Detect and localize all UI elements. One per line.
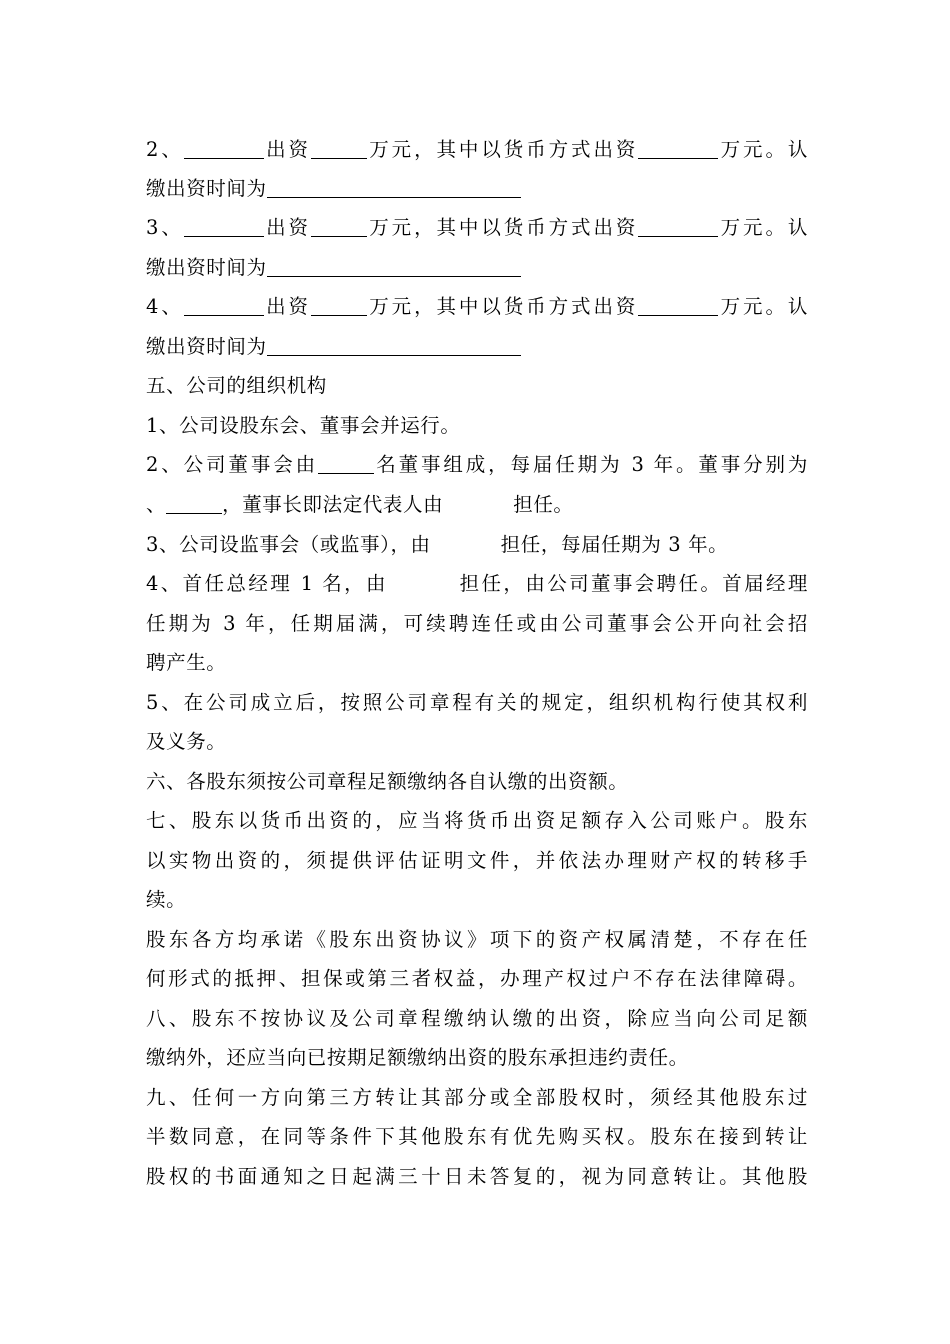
text: 万元。认 (718, 138, 808, 161)
section-9-line1: 九、任何一方向第三方转让其部分或全部股权时，须经其他股东过 (146, 1086, 808, 1109)
text: ，董事长即法定代表人由 (222, 493, 444, 516)
text: 出资 (263, 138, 311, 161)
item-number: 3、 (146, 216, 184, 239)
blank-field (311, 294, 367, 316)
text: 2、公司董事会由 (146, 453, 318, 476)
text: 4、首任总经理 1 名，由 (146, 572, 388, 595)
capital-item-4-line2 (146, 332, 521, 362)
text: 缴出资时间为 (146, 256, 267, 279)
section-5-item-2-line2 (146, 490, 574, 520)
blank-field (166, 492, 222, 514)
text: 担任，由公司董事会聘任。首届经理 (457, 572, 808, 595)
blank-field (318, 452, 374, 474)
capital-item-3-line1 (146, 213, 808, 243)
text: 名董事组成，每届任期为 3 年。董事分别为 (373, 453, 808, 476)
section-9-line2: 半数同意，在同等条件下其他股东有优先购买权。股东在接到转让 (146, 1125, 808, 1148)
blank-field (311, 215, 367, 237)
text: 出资 (263, 295, 311, 318)
section-7-line2: 以实物出资的，须提供评估证明文件，并依法办理财产权的转移手 (146, 849, 808, 872)
capital-item-4-line1 (146, 292, 808, 322)
blank-field (267, 255, 521, 277)
blank-field (267, 176, 521, 198)
section-5-item-5-line2: 及义务。 (146, 730, 227, 753)
blank-field (267, 334, 521, 356)
section-8-line2: 缴纳外，还应当向已按期足额缴纳出资的股东承担违约责任。 (146, 1046, 689, 1069)
blank-field (184, 215, 264, 237)
capital-item-3-line2 (146, 253, 521, 283)
section-8-line1: 八、股东不按协议及公司章程缴纳认缴的出资，除应当向公司足额 (146, 1007, 808, 1030)
text: 担任。 (513, 493, 574, 516)
section-5-title: 五、公司的组织机构 (146, 374, 327, 397)
capital-item-2-line2 (146, 174, 521, 204)
section-7-line1: 七、股东以货币出资的，应当将货币出资足额存入公司账户。股东 (146, 809, 808, 832)
section-5-item-3 (146, 530, 728, 560)
blank-field (638, 137, 718, 159)
item-number: 2、 (146, 138, 184, 161)
section-5-item-4-line1 (146, 569, 808, 599)
text: 万元，其中以货币方式出资 (366, 138, 639, 161)
section-7-line4: 股东各方均承诺《股东出资协议》项下的资产权属清楚，不存在任 (146, 928, 808, 951)
text: 缴出资时间为 (146, 177, 267, 200)
section-5-item-5-line1: 5、在公司成立后，按照公司章程有关的规定，组织机构行使其权利 (146, 691, 808, 714)
capital-item-2-line1 (146, 135, 808, 165)
blank-field (184, 294, 264, 316)
blank-field (638, 294, 718, 316)
text: 万元。认 (718, 295, 808, 318)
text: 出资 (263, 216, 311, 239)
section-5-item-4-line2: 任期为 3 年，任期届满，可续聘连任或由公司董事会公开向社会招 (146, 612, 808, 635)
text: 3、公司设监事会（或监事），由 (146, 533, 431, 556)
text: 、 (146, 493, 167, 516)
text: 万元。认 (718, 216, 808, 239)
text: 万元，其中以货币方式出资 (366, 295, 639, 318)
section-7-line5: 何形式的抵押、担保或第三者权益，办理产权过户不存在法律障碍。 (146, 967, 808, 990)
blank-field (638, 215, 718, 237)
section-5-item-2-line1 (146, 450, 808, 480)
text: 担任，每届任期为 3 年。 (500, 533, 729, 556)
text: 万元，其中以货币方式出资 (366, 216, 639, 239)
section-7-line3: 续。 (146, 888, 187, 911)
item-number: 4、 (146, 295, 184, 318)
section-9-line3: 股权的书面通知之日起满三十日未答复的，视为同意转让。其他股 (146, 1165, 808, 1188)
section-6: 六、各股东须按公司章程足额缴纳各自认缴的出资额。 (146, 770, 629, 793)
section-5-item-4-line3: 聘产生。 (146, 651, 227, 674)
text: 缴出资时间为 (146, 335, 267, 358)
blank-field (184, 137, 264, 159)
blank-field (311, 137, 367, 159)
section-5-item-1: 1、公司设股东会、董事会并运行。 (146, 414, 461, 437)
